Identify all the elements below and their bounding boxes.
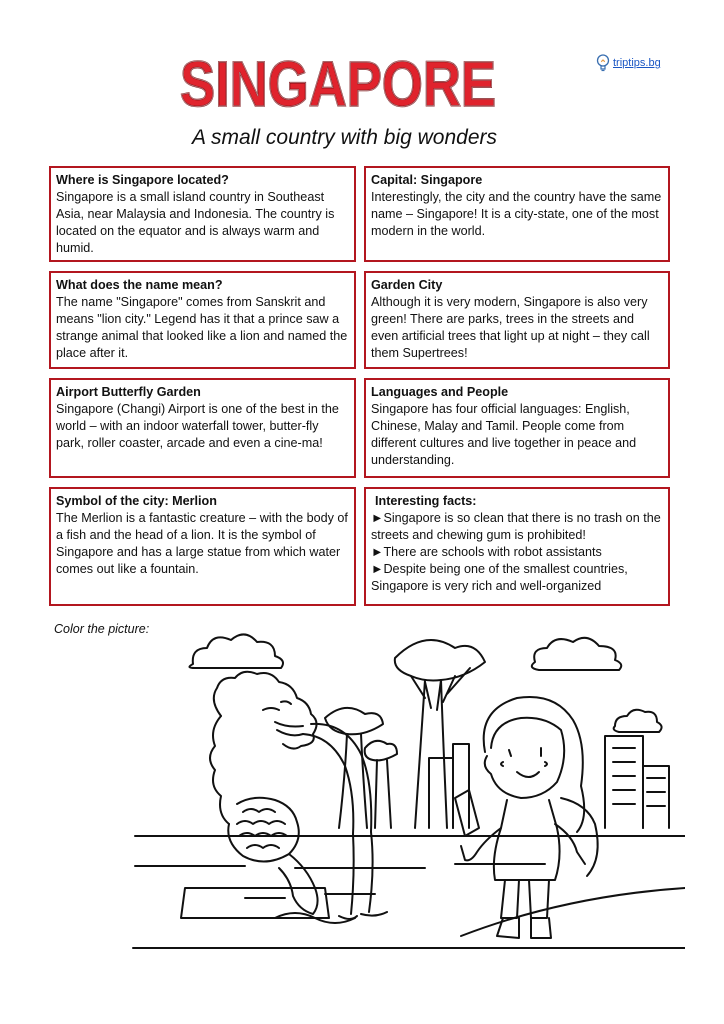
list-item: ►Singapore is so clean that there is no trash on the streets and chewing gum is prohibited! [371, 511, 661, 542]
card-body: Singapore (Changi) Airport is one of the best in the world – with an indoor waterfall tower, butter-fly park, roller coaster, arcade and even a cine-ma! [56, 402, 339, 450]
card-capital [364, 166, 670, 262]
city-skyline [429, 736, 669, 828]
card-heading: Capital: Singapore [371, 173, 483, 187]
card-heading: Symbol of the city: Merlion [56, 494, 217, 508]
card-body: The Merlion is a fantastic creature – with the body of a fish and the head of a lion. It is the symbol of Singapore and has a large statue from which water comes out like a fountain. [56, 511, 348, 576]
card-body: Singapore has four official languages: English, Chinese, Malay and Tamil. People come from different cultures and live together in peace and understanding. [371, 402, 637, 467]
supertrees [325, 640, 485, 828]
card-body: Although it is very modern, Singapore is also very green! There are parks, trees in the streets and even artificial trees that light up at night – they call them Supertrees! [371, 295, 650, 360]
cloud-small [614, 710, 662, 732]
coloring-illustration [125, 618, 685, 980]
cloud-left [189, 634, 283, 668]
title-text: SINGAPORE [180, 50, 496, 116]
shore-curve [461, 888, 685, 936]
card-body: Interestingly, the city and the country have the same name – Singapore! It is a city-state, one of the most modern in the world. [371, 190, 662, 238]
card-heading: Interesting facts: [375, 494, 477, 508]
coloring-label: Color the picture: [54, 622, 150, 636]
brand-badge [596, 54, 661, 72]
card-heading: Garden City [371, 278, 443, 292]
page-subtitle: A small country with big wonders [191, 126, 497, 149]
brand-link[interactable]: triptips.bg [613, 57, 661, 69]
facts-list [371, 510, 662, 595]
card-heading: Airport Butterfly Garden [56, 385, 201, 399]
card-heading: Where is Singapore located? [56, 173, 229, 187]
card-languages [364, 378, 670, 478]
card-garden-city [364, 271, 670, 369]
list-item: ►There are schools with robot assistants [371, 545, 602, 559]
cloud-right [532, 638, 621, 670]
card-location [49, 166, 356, 262]
card-heading: Languages and People [371, 385, 509, 399]
card-airport [49, 378, 356, 478]
card-body: Singapore is a small island country in Southeast Asia, near Malaysia and Indonesia. The country is located on the equator and is always warm and humid. [56, 190, 335, 255]
page-title [178, 50, 498, 116]
card-facts [364, 487, 670, 606]
merlion-statue [181, 672, 329, 918]
card-name-meaning [49, 271, 356, 369]
title-outline: SINGAPORE [180, 50, 496, 116]
card-heading: What does the name mean? [56, 278, 223, 292]
card-body: The name "Singapore" comes from Sanskrit and means "lion city." Legend has it that a prince saw a strange animal that looked like a lion and named the place after it. [56, 295, 348, 360]
water-line [135, 864, 545, 868]
card-merlion [49, 487, 356, 606]
list-item: ►Despite being one of the smallest countries, Singapore is very rich and well-organized [371, 562, 628, 593]
lightbulb-icon [596, 54, 610, 72]
